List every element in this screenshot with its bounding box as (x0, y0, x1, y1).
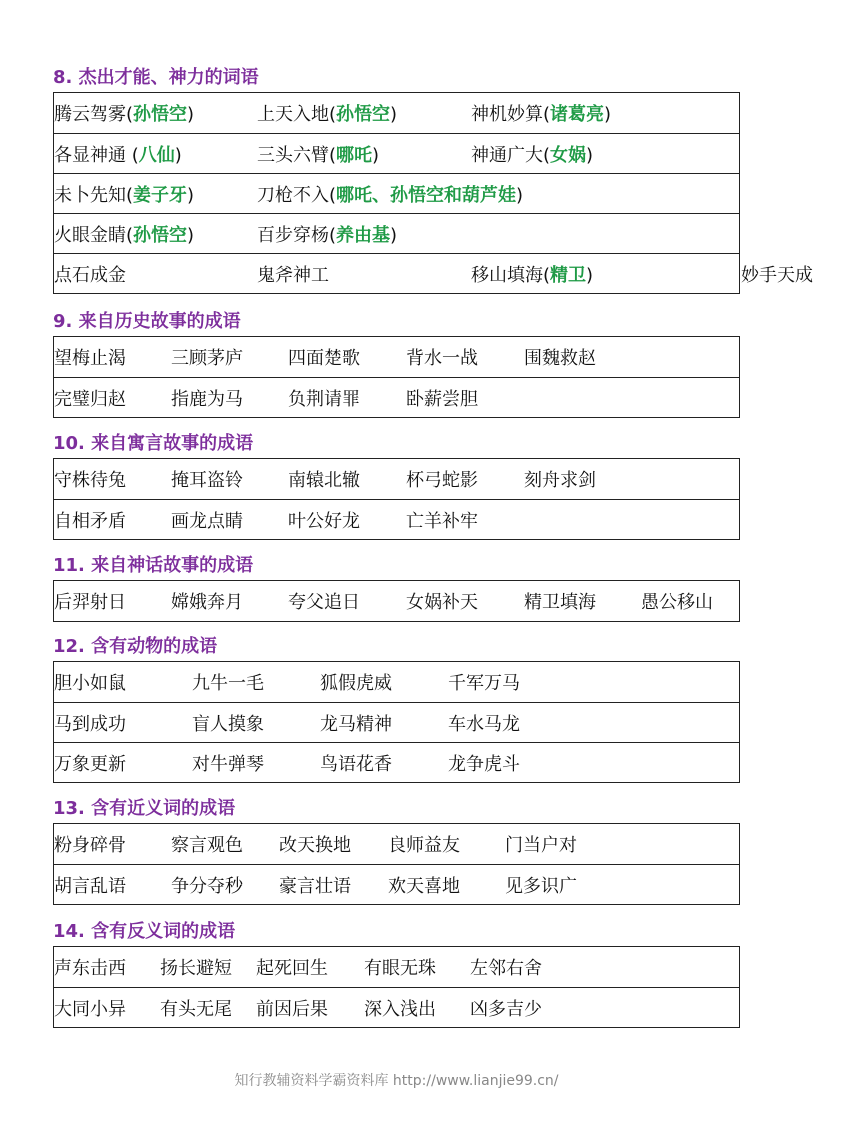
idiom-cell (288, 466, 406, 492)
section-title: 10. 来自寓言故事的成语 (53, 433, 254, 454)
idiom-text: 欢天喜地 (388, 875, 460, 897)
idiom-text: 腾云驾雾( (54, 104, 134, 125)
idiom-cell (171, 872, 279, 898)
highlight-text: 姜子牙 (133, 184, 188, 206)
idiom-cell (505, 831, 741, 857)
idiom-cell (54, 710, 192, 736)
table-row (54, 581, 739, 621)
highlight-text: 养由基 (336, 224, 391, 246)
idiom-text: 鸟语花香 (320, 753, 392, 775)
idiom-text: 背水一战 (406, 348, 478, 369)
highlight-text: 孙悟空 (133, 104, 188, 125)
idiom-text: 未卜先知( (54, 184, 134, 206)
idiom-cell (256, 954, 364, 980)
idiom-table (53, 661, 740, 783)
idiom-text: 夸父追日 (288, 592, 360, 613)
idiom-cell (505, 872, 741, 898)
section-history-idioms (53, 308, 740, 418)
highlight-text: 孙悟空 (336, 104, 391, 125)
idiom-text: 声东击西 (54, 958, 126, 979)
idiom-text: 九牛一毛 (192, 673, 264, 694)
idiom-text: 三头六臂( (257, 144, 337, 166)
idiom-cell (257, 141, 471, 167)
idiom-cell (406, 344, 524, 370)
idiom-text: 精卫填海 (524, 592, 596, 613)
idiom-cell (54, 181, 257, 207)
idiom-text: 鬼斧神工 (257, 264, 329, 286)
idiom-cell (54, 141, 257, 167)
idiom-cell (257, 181, 524, 207)
idiom-table (53, 823, 740, 905)
idiom-text: 四面楚歌 (288, 348, 360, 369)
idiom-cell (54, 466, 171, 492)
idiom-cell (288, 507, 406, 533)
idiom-text: 掩耳盗铃 (171, 470, 243, 491)
idiom-text: 粉身碎骨 (54, 835, 126, 856)
idiom-text: 万象更新 (54, 753, 126, 775)
idiom-text: 车水马龙 (448, 713, 520, 735)
idiom-cell (388, 872, 505, 898)
table-row (54, 742, 739, 782)
idiom-text: 改天换地 (279, 835, 351, 856)
idiom-text: 门当户对 (505, 835, 577, 856)
idiom-text: ) (390, 224, 398, 246)
idiom-cell (448, 750, 741, 776)
idiom-text: ) (586, 264, 594, 286)
idiom-text: 自相矛盾 (54, 510, 126, 532)
idiom-cell (54, 588, 171, 614)
idiom-text: 良师益友 (388, 835, 460, 856)
idiom-table (53, 92, 813, 294)
idiom-text: 对牛弹琴 (192, 753, 264, 775)
idiom-text: 深入浅出 (364, 998, 436, 1020)
idiom-cell (641, 588, 741, 614)
idiom-cell (524, 588, 641, 614)
idiom-text: 胆小如鼠 (54, 673, 126, 694)
idiom-cell (54, 344, 171, 370)
idiom-text: 争分夺秒 (171, 875, 243, 897)
idiom-text: ) (187, 224, 195, 246)
idiom-text: 火眼金睛( (54, 224, 134, 246)
idiom-text: 百步穿杨( (257, 224, 337, 246)
highlight-text: 哪吒、孙悟空和葫芦娃 (336, 184, 517, 206)
idiom-text: ) (516, 184, 524, 206)
idiom-cell (257, 100, 471, 126)
idiom-text: 大同小异 (54, 998, 126, 1020)
section-myth-idioms (53, 552, 740, 622)
idiom-text: 南辕北辙 (288, 470, 360, 491)
idiom-cell (192, 710, 320, 736)
idiom-text: 豪言壮语 (279, 875, 351, 897)
idiom-cell (54, 100, 257, 126)
idiom-text: 盲人摸象 (192, 713, 264, 735)
section-title: 8. 杰出才能、神力的词语 (53, 67, 259, 88)
idiom-text: 扬长避短 (160, 958, 232, 979)
idiom-cell (406, 466, 524, 492)
idiom-cell (192, 750, 320, 776)
idiom-table (53, 580, 740, 622)
idiom-cell (171, 588, 288, 614)
idiom-cell (279, 872, 388, 898)
idiom-cell (160, 954, 256, 980)
idiom-text: 神机妙算( (471, 104, 551, 125)
idiom-text: 前因后果 (256, 998, 328, 1020)
idiom-cell (470, 954, 741, 980)
idiom-text: 卧薪尝胆 (406, 388, 478, 410)
idiom-text: 杯弓蛇影 (406, 470, 478, 491)
idiom-cell (192, 669, 320, 695)
idiom-text: 守株待兔 (54, 470, 126, 491)
idiom-cell (54, 669, 192, 695)
idiom-cell (471, 261, 741, 287)
idiom-text: 三顾茅庐 (171, 348, 243, 369)
section-title: 9. 来自历史故事的成语 (53, 311, 241, 332)
idiom-cell (320, 710, 448, 736)
idiom-cell (741, 261, 861, 287)
idiom-text: ) (604, 104, 612, 125)
section-title: 13. 含有近义词的成语 (53, 798, 236, 819)
idiom-text: 负荆请罪 (288, 388, 360, 410)
idiom-text: 起死回生 (256, 958, 328, 979)
idiom-cell (448, 669, 741, 695)
idiom-cell (171, 466, 288, 492)
table-row (54, 824, 739, 864)
highlight-text: 哪吒 (336, 144, 373, 166)
idiom-cell (524, 344, 741, 370)
table-row (54, 662, 739, 702)
table-row (54, 987, 739, 1027)
idiom-cell (54, 954, 160, 980)
idiom-cell (288, 588, 406, 614)
idiom-cell (471, 141, 741, 167)
idiom-text: 见多识广 (505, 875, 577, 897)
section-title: 14. 含有反义词的成语 (53, 921, 236, 942)
idiom-cell (54, 750, 192, 776)
section-animal-idioms (53, 633, 740, 783)
highlight-text: 诸葛亮 (550, 104, 605, 125)
idiom-text: 千军万马 (448, 673, 520, 694)
highlight-text: 八仙 (138, 144, 175, 166)
idiom-cell (364, 995, 470, 1021)
table-row (54, 377, 739, 417)
idiom-cell (256, 995, 364, 1021)
idiom-cell (524, 466, 741, 492)
idiom-text: 嫦娥奔月 (171, 592, 243, 613)
section-synonym-idioms (53, 795, 740, 905)
idiom-table (53, 336, 740, 418)
table-row (54, 864, 739, 904)
idiom-cell (320, 669, 448, 695)
idiom-cell (388, 831, 505, 857)
idiom-text: 龙争虎斗 (448, 753, 520, 775)
idiom-text: 刻舟求剑 (524, 470, 596, 491)
idiom-cell (406, 507, 524, 533)
table-row (54, 459, 739, 499)
highlight-text: 女娲 (550, 144, 587, 166)
section-title: 11. 来自神话故事的成语 (53, 555, 254, 576)
idiom-text: ) (174, 144, 182, 166)
idiom-text: 马到成功 (54, 713, 126, 735)
idiom-cell (54, 831, 171, 857)
idiom-text: 完璧归赵 (54, 388, 126, 410)
idiom-text: 胡言乱语 (54, 875, 126, 897)
idiom-table (53, 946, 740, 1028)
idiom-cell (54, 261, 257, 287)
idiom-text: ) (586, 144, 594, 166)
idiom-text: 女娲补天 (406, 592, 478, 613)
idiom-cell (54, 995, 160, 1021)
idiom-cell (171, 344, 288, 370)
table-row (54, 93, 739, 133)
idiom-text: 围魏救赵 (524, 348, 596, 369)
idiom-text: ) (187, 104, 195, 125)
idiom-table (53, 458, 740, 540)
section-fable-idioms (53, 430, 740, 540)
idiom-text: 指鹿为马 (171, 388, 243, 410)
idiom-text: 神通广大( (471, 144, 551, 166)
table-row (54, 947, 739, 987)
table-row (54, 337, 739, 377)
idiom-text: 望梅止渴 (54, 348, 126, 369)
section-talent-idioms (53, 64, 813, 294)
idiom-text: 点石成金 (54, 264, 126, 286)
idiom-text: 左邻右舍 (470, 958, 542, 979)
idiom-text: ) (372, 144, 380, 166)
idiom-text: ) (187, 184, 195, 206)
idiom-cell (54, 872, 171, 898)
idiom-text: 移山填海( (471, 264, 551, 286)
idiom-text: 愚公移山 (641, 592, 713, 613)
idiom-text: 妙手天成 (741, 264, 813, 286)
idiom-cell (406, 588, 524, 614)
idiom-cell (54, 221, 257, 247)
section-antonym-idioms (53, 918, 740, 1028)
idiom-cell (288, 344, 406, 370)
idiom-cell (320, 750, 448, 776)
idiom-text: 各显神通 ( (54, 144, 139, 166)
idiom-cell (160, 995, 256, 1021)
idiom-text: 有眼无珠 (364, 958, 436, 979)
idiom-text: 刀枪不入( (257, 184, 337, 206)
idiom-cell (448, 710, 741, 736)
idiom-cell (54, 385, 171, 411)
idiom-text: 狐假虎威 (320, 673, 392, 694)
idiom-cell (54, 507, 171, 533)
footer-watermark: 知行教辅资料学霸资料库 http://www.lianjie99.cn/ (234, 1073, 559, 1089)
idiom-cell (257, 221, 471, 247)
table-row (54, 213, 739, 253)
idiom-cell (171, 507, 288, 533)
table-row (54, 499, 739, 539)
idiom-text: 画龙点睛 (171, 510, 243, 532)
idiom-text: 后羿射日 (54, 592, 126, 613)
idiom-cell (288, 385, 406, 411)
idiom-text: ) (390, 104, 398, 125)
idiom-text: 凶多吉少 (470, 998, 542, 1020)
section-title: 12. 含有动物的成语 (53, 636, 218, 657)
table-row (54, 702, 739, 742)
table-row (54, 173, 739, 213)
idiom-cell (406, 385, 524, 411)
highlight-text: 孙悟空 (133, 224, 188, 246)
idiom-cell (257, 261, 471, 287)
idiom-cell (470, 995, 741, 1021)
table-row (54, 133, 739, 173)
table-row (54, 253, 813, 293)
idiom-text: 叶公好龙 (288, 510, 360, 532)
idiom-cell (171, 385, 288, 411)
idiom-cell (279, 831, 388, 857)
idiom-text: 有头无尾 (160, 998, 232, 1020)
idiom-cell (471, 100, 741, 126)
idiom-text: 亡羊补牢 (406, 510, 478, 532)
idiom-text: 察言观色 (171, 835, 243, 856)
highlight-text: 精卫 (550, 264, 587, 286)
idiom-cell (171, 831, 279, 857)
idiom-text: 龙马精神 (320, 713, 392, 735)
idiom-text: 上天入地( (257, 104, 337, 125)
idiom-cell (364, 954, 470, 980)
